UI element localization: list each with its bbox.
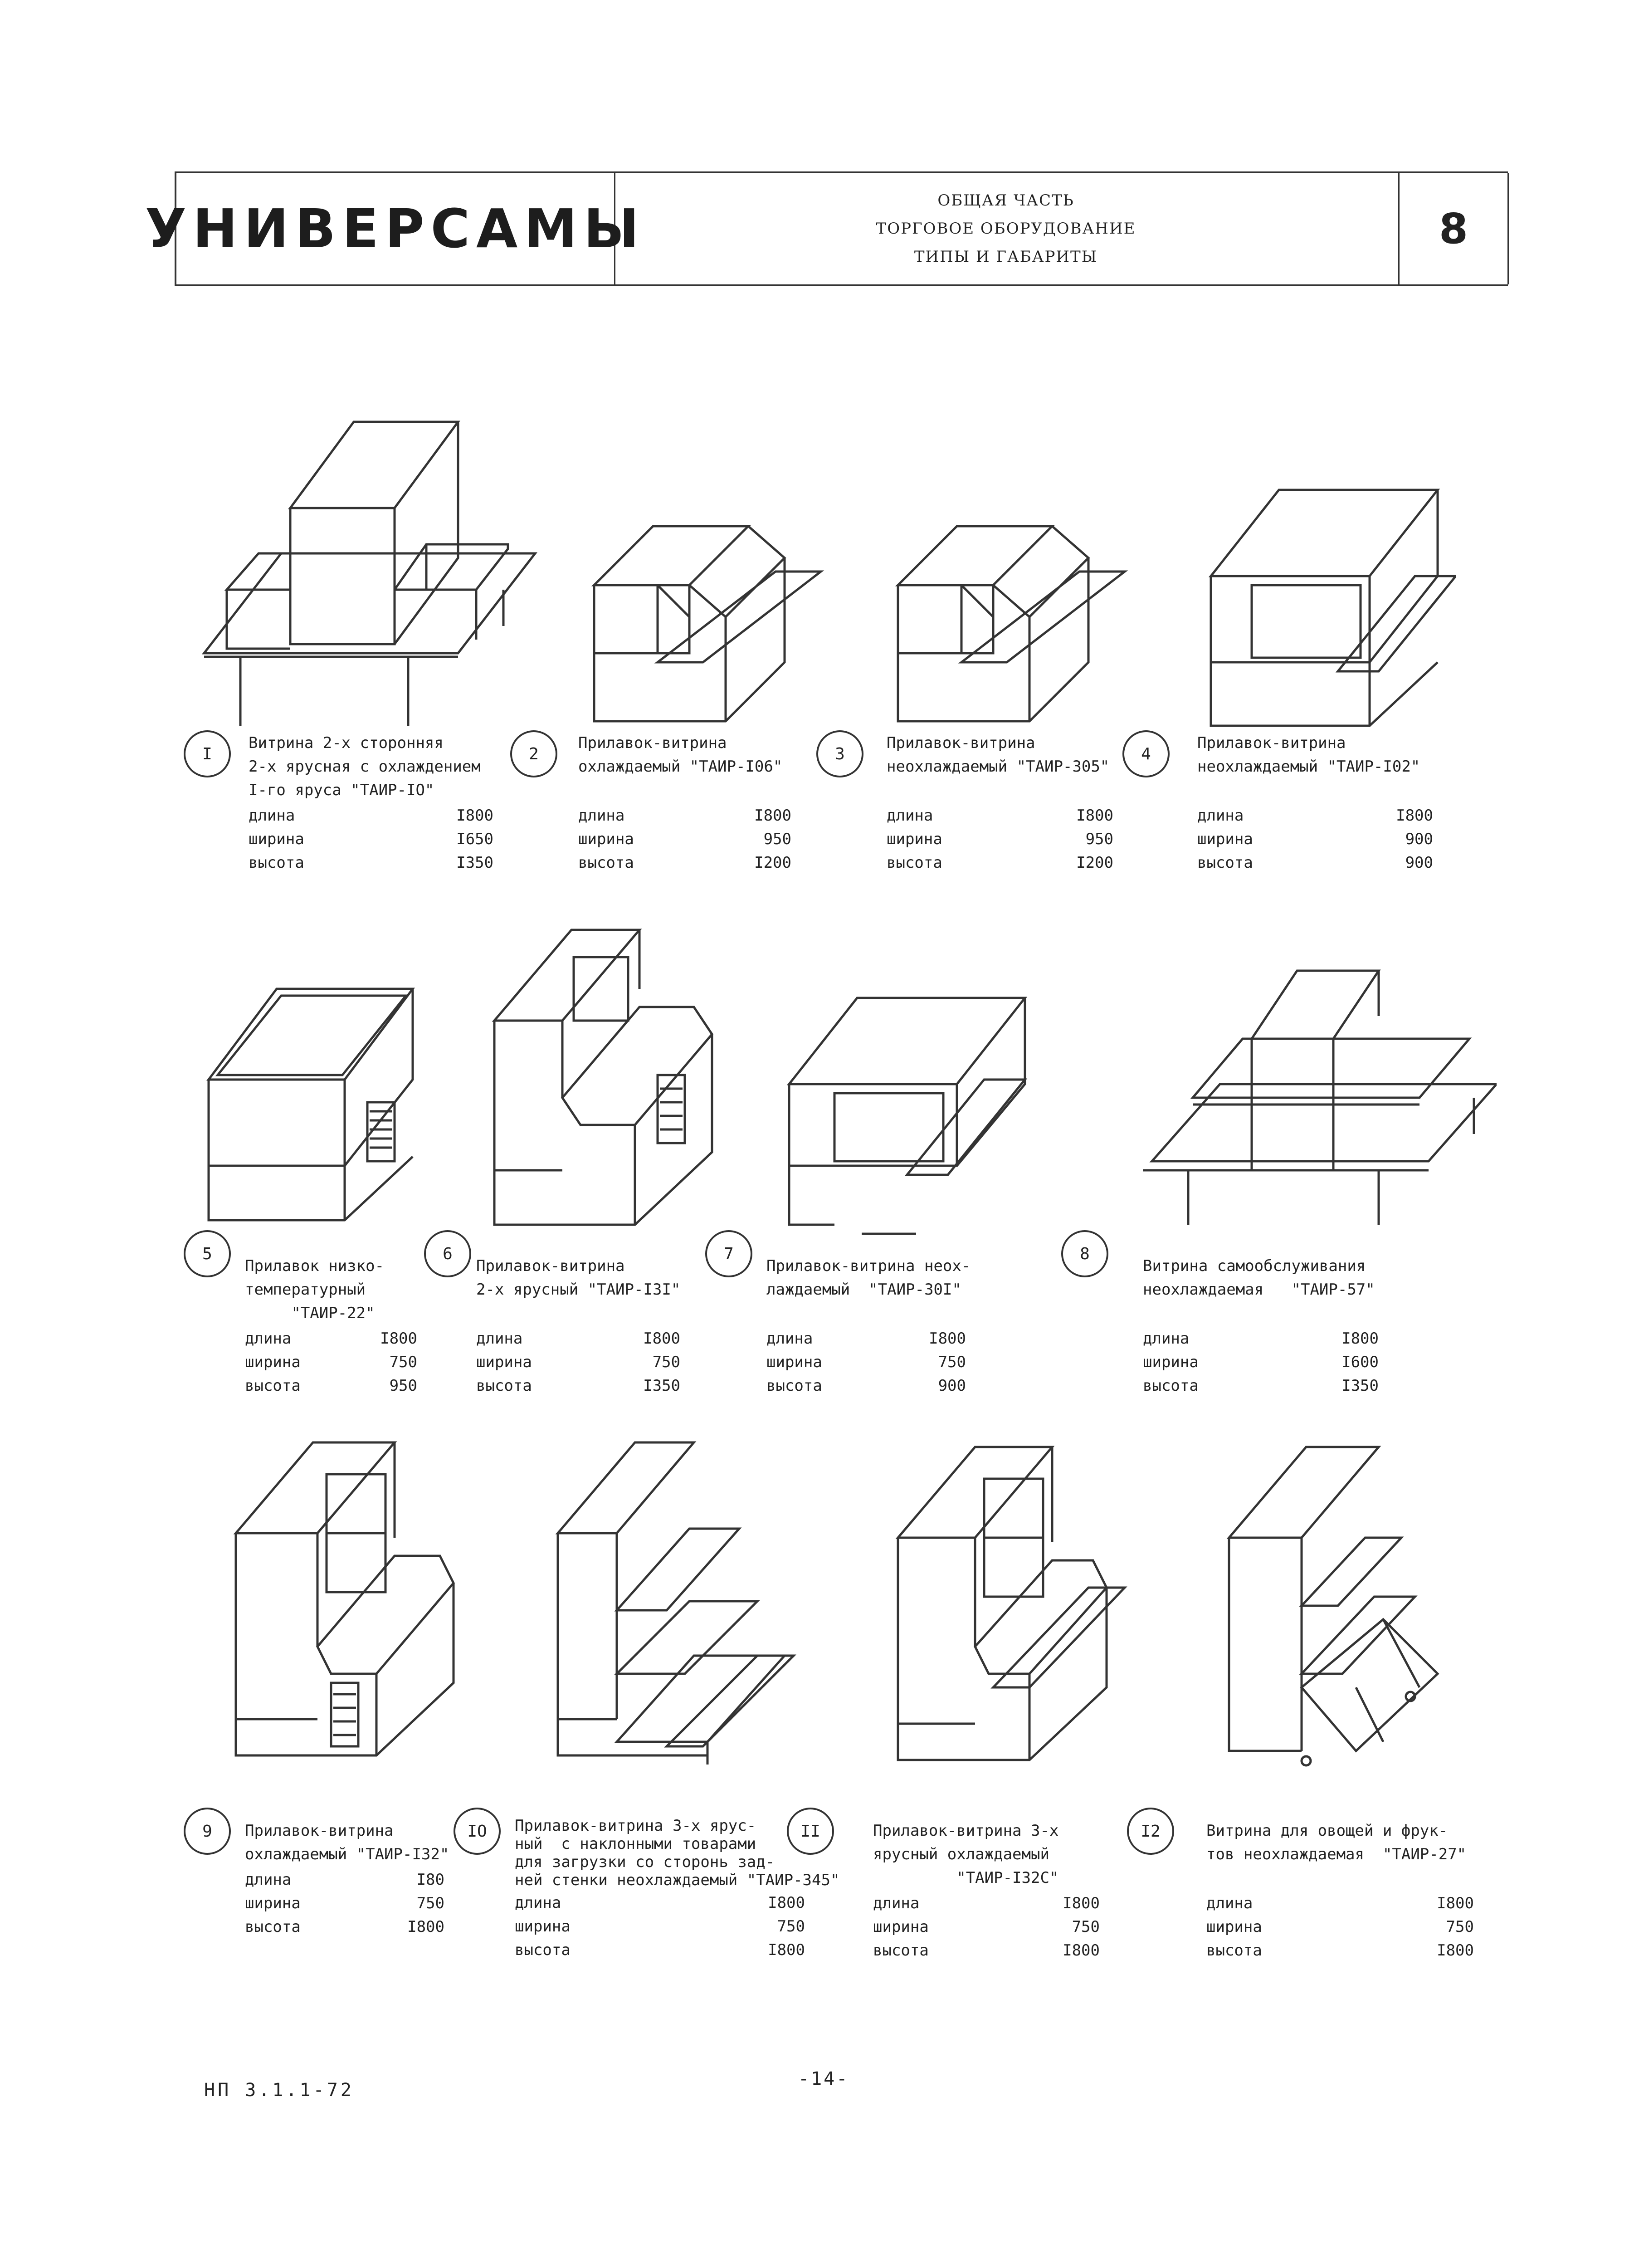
item-number-badge: II — [787, 1808, 834, 1855]
dim-value-height: I800 — [1063, 1941, 1100, 1960]
drawing-tair-102 — [1202, 481, 1456, 735]
item-dimensions — [887, 804, 1113, 875]
dim-label-length: длина — [873, 1894, 920, 1912]
dim-value-width: 750 — [1446, 1918, 1474, 1936]
item-dimensions — [873, 1892, 1100, 1962]
dim-value-length: I800 — [1063, 1894, 1100, 1912]
item-number-badge: 5 — [184, 1230, 231, 1277]
dim-value-height: I350 — [1341, 1377, 1379, 1395]
item-dimensions — [1197, 804, 1433, 875]
dim-value-length: I800 — [1341, 1330, 1379, 1348]
item-number-badge: 6 — [424, 1230, 471, 1277]
item-dimensions — [766, 1327, 984, 1398]
drawing-tair-10 — [190, 408, 553, 735]
dim-label-height: высота — [245, 1377, 301, 1395]
item-number-badge: 3 — [816, 730, 863, 777]
dim-value-width: 950 — [1085, 830, 1113, 848]
drawing-tair-305 — [889, 476, 1143, 730]
item-dimensions — [249, 804, 493, 875]
dim-label-length: длина — [1143, 1330, 1190, 1348]
dim-value-length: I800 — [1076, 807, 1113, 825]
dim-label-length: длина — [476, 1330, 523, 1348]
dim-label-length: длина — [1197, 807, 1244, 825]
item-caption — [476, 1254, 680, 1398]
dim-value-width: 750 — [938, 1353, 966, 1371]
dim-label-width: ширина — [578, 830, 634, 848]
dim-value-length: I80 — [416, 1871, 444, 1889]
dim-value-length: I800 — [1396, 807, 1433, 825]
dim-value-width: 900 — [1405, 830, 1433, 848]
item-dimensions — [515, 1891, 805, 1962]
dim-value-length: I800 — [1437, 1894, 1474, 1912]
item-caption — [245, 1819, 449, 1939]
drawing-tair-132c — [889, 1433, 1134, 1769]
dim-value-height: I350 — [456, 854, 493, 872]
item-description: Прилавок-витрина неохлаждаемый "ТАИР-305" — [887, 734, 1110, 776]
item-description: Витрина 2-х сторонняя 2-х ярусная с охлаждением I-го яруса "ТАИР-IO" — [249, 734, 481, 799]
subtitle-line: ТОРГОВОЕ ОБОРУДОВАНИЕ — [876, 220, 1136, 238]
item-description: Прилавок-витрина 2-х ярусный "ТАИР-I3I" — [476, 1257, 681, 1299]
dim-label-width: ширина — [873, 1918, 929, 1936]
dim-label-height: высота — [887, 854, 942, 872]
item-caption — [249, 731, 493, 875]
drawing-tair-106 — [585, 476, 839, 730]
item-caption — [1143, 1254, 1388, 1398]
drawing-tair-22 — [200, 975, 435, 1229]
dim-label-width: ширина — [249, 830, 304, 848]
dim-label-height: высота — [245, 1918, 301, 1936]
dim-label-length: длина — [578, 807, 625, 825]
sheet-number-cell — [1398, 173, 1509, 284]
item-description: Прилавок-витрина неох- лаждаемый "ТАИР-30I" — [766, 1257, 971, 1299]
item-dimensions — [476, 1327, 680, 1398]
drawing-tair-27 — [1220, 1433, 1465, 1778]
subtitle-line: ОБЩАЯ ЧАСТЬ — [937, 191, 1074, 210]
dim-value-width: I600 — [1341, 1353, 1379, 1371]
dim-label-height: высота — [578, 854, 634, 872]
dim-label-width: ширина — [245, 1353, 301, 1371]
dim-value-height: I800 — [407, 1918, 444, 1936]
drawing-tair-301 — [780, 984, 1034, 1238]
document-title: УНИВЕРСАМЫ — [145, 197, 646, 260]
drawing-tair-57 — [1125, 925, 1497, 1234]
dim-label-length: длина — [515, 1894, 561, 1912]
dim-label-width: ширина — [1143, 1353, 1199, 1371]
dim-label-length: длина — [245, 1871, 292, 1889]
drawing-tair-131 — [485, 916, 721, 1234]
dim-value-width: 750 — [389, 1353, 417, 1371]
dim-label-height: высота — [476, 1377, 532, 1395]
dim-label-height: высота — [766, 1377, 822, 1395]
subtitle-cell — [614, 173, 1398, 284]
dim-label-width: ширина — [245, 1894, 301, 1912]
item-number-badge: IO — [454, 1808, 501, 1855]
item-dimensions — [245, 1868, 444, 1939]
dim-value-length: I800 — [643, 1330, 680, 1348]
dim-value-height: I800 — [1437, 1941, 1474, 1960]
item-dimensions — [578, 804, 791, 875]
dim-value-width: I650 — [456, 830, 493, 848]
dim-value-height: 900 — [938, 1377, 966, 1395]
drawing-tair-132 — [227, 1429, 463, 1765]
dim-label-width: ширина — [1206, 1918, 1262, 1936]
item-description: Прилавок-витрина 3-х ярусный охлаждаемый "ТАИР-I32C" — [873, 1822, 1059, 1887]
dim-label-height: высота — [1206, 1941, 1262, 1960]
dim-label-width: ширина — [766, 1353, 822, 1371]
item-description: Прилавок-витрина 3-х ярус- ный с наклонными товарами для загрузки со сторонь зад- ней стенки неохлаждаемый "ТАИР-345" — [515, 1817, 840, 1889]
dim-value-width: 750 — [777, 1917, 805, 1936]
item-caption — [873, 1819, 1100, 1962]
dim-value-height: I200 — [1076, 854, 1113, 872]
dim-label-length: длина — [245, 1330, 292, 1348]
item-caption — [578, 731, 791, 875]
item-caption — [766, 1254, 984, 1398]
dim-value-width: 950 — [763, 830, 791, 848]
item-description: Прилавок-витрина охлаждаемый "ТАИР-I32" — [245, 1822, 449, 1863]
item-dimensions — [245, 1327, 417, 1398]
item-description: Прилавок низко- температурный "ТАИР-22" — [245, 1257, 385, 1322]
dim-value-height: I200 — [754, 854, 791, 872]
item-caption — [1197, 731, 1433, 875]
dim-value-height: 900 — [1405, 854, 1433, 872]
item-dimensions — [1143, 1327, 1388, 1398]
document-code: НП 3.1.1-72 — [204, 2080, 354, 2101]
item-number-badge: 9 — [184, 1808, 231, 1855]
dim-label-length: длина — [887, 807, 933, 825]
dim-label-height: высота — [249, 854, 304, 872]
dim-value-width: 750 — [652, 1353, 680, 1371]
item-dimensions — [1206, 1892, 1474, 1962]
page-number: -14- — [798, 2068, 849, 2089]
dim-value-length: I800 — [380, 1330, 417, 1348]
item-description: Прилавок-витрина охлаждаемый "ТАИР-I06" — [578, 734, 783, 776]
dim-label-width: ширина — [887, 830, 942, 848]
item-number-badge: I — [184, 730, 231, 777]
dim-label-width: ширина — [1197, 830, 1253, 848]
dim-label-length: длина — [249, 807, 295, 825]
dim-value-length: I800 — [768, 1894, 805, 1912]
title-cell — [145, 173, 646, 284]
dim-label-height: высота — [515, 1941, 571, 1959]
dim-label-height: высота — [1143, 1377, 1199, 1395]
item-number-badge: 2 — [510, 730, 557, 777]
dim-value-height: I800 — [768, 1941, 805, 1959]
dim-value-length: I800 — [929, 1330, 966, 1348]
dim-label-height: высота — [873, 1941, 929, 1960]
item-description: Витрина для овощей и фрук- тов неохлаждаемая "ТАИР-27" — [1206, 1822, 1467, 1863]
title-block — [145, 171, 1508, 286]
dim-value-width: 750 — [1072, 1918, 1100, 1936]
dim-value-width: 750 — [416, 1894, 444, 1912]
subtitle-line: ТИПЫ И ГАБАРИТЫ — [914, 248, 1098, 266]
item-description: Витрина самообслуживания неохлаждаемая "ТАИР-57" — [1143, 1257, 1375, 1299]
item-number-badge: 8 — [1061, 1230, 1108, 1277]
item-number-badge: 4 — [1122, 730, 1170, 777]
item-caption — [245, 1254, 417, 1398]
item-caption — [1206, 1819, 1478, 1962]
sheet-number: 8 — [1439, 204, 1468, 253]
dim-value-height: 950 — [389, 1377, 417, 1395]
dim-label-width: ширина — [515, 1917, 571, 1936]
item-caption — [887, 731, 1113, 875]
item-number-badge: 7 — [705, 1230, 752, 1277]
dim-value-length: I800 — [456, 807, 493, 825]
dim-label-height: высота — [1197, 854, 1253, 872]
dim-value-height: I350 — [643, 1377, 680, 1395]
dim-label-length: длина — [766, 1330, 813, 1348]
dim-value-length: I800 — [754, 807, 791, 825]
dim-label-length: длина — [1206, 1894, 1253, 1912]
drawing-tair-345 — [549, 1429, 803, 1774]
dim-label-width: ширина — [476, 1353, 532, 1371]
item-description: Прилавок-витрина неохлаждаемый "ТАИР-I02" — [1197, 734, 1420, 776]
item-number-badge: I2 — [1127, 1808, 1174, 1855]
